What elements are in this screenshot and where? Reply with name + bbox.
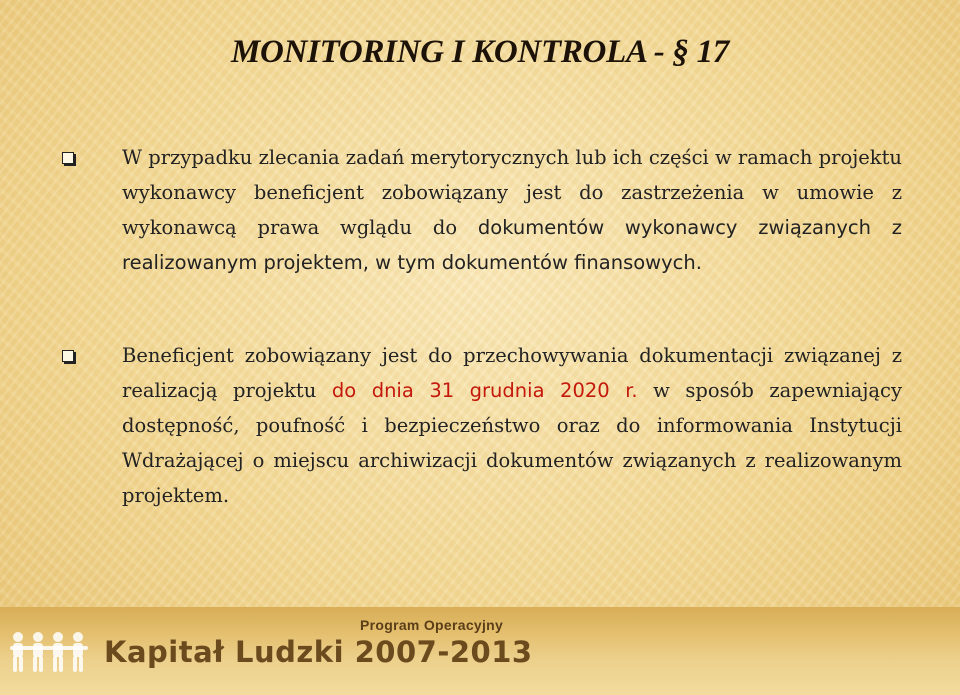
slide-title: MONITORING I KONTROLA - § 17 xyxy=(231,34,729,70)
paragraph-text-cont: dokumentów wykonawcy związanych z realizowanym projektem, w tym dokumentów finansowych. xyxy=(122,216,902,274)
checkbox-bullet-icon xyxy=(62,152,74,164)
paragraph-subcontracting xyxy=(122,140,902,280)
people-chain-icon xyxy=(10,629,92,679)
checkbox-bullet-icon xyxy=(62,350,74,362)
paragraph-text: Beneficjent zobowiązany jest do przechowywania dokumentacji związanej z realizacją projektu xyxy=(122,344,902,402)
deadline-highlight: do dnia 31 grudnia 2020 r. xyxy=(331,379,638,402)
footer-brand: Kapitał Ludzki 2007-2013 xyxy=(104,635,533,669)
paragraph-text-cont: w sposób zapewniający dostępność, poufność i bezpieczeństwo oraz do informowania Instytucji Wdrażającej o miejscu archiwizacji dokumentów związanych z realizowanym projektem. xyxy=(122,379,902,507)
footer-banner xyxy=(0,607,960,695)
footer-program-label: Program Operacyjny xyxy=(360,617,504,633)
paragraph-text: W przypadku zlecania zadań merytorycznych lub ich części w ramach projektu wykonawcy beneficjent zobowiązany jest do zastrzeżenia w umowie z wykonawcą prawa wglądu do xyxy=(122,146,902,239)
paragraph-archiving xyxy=(122,338,902,513)
